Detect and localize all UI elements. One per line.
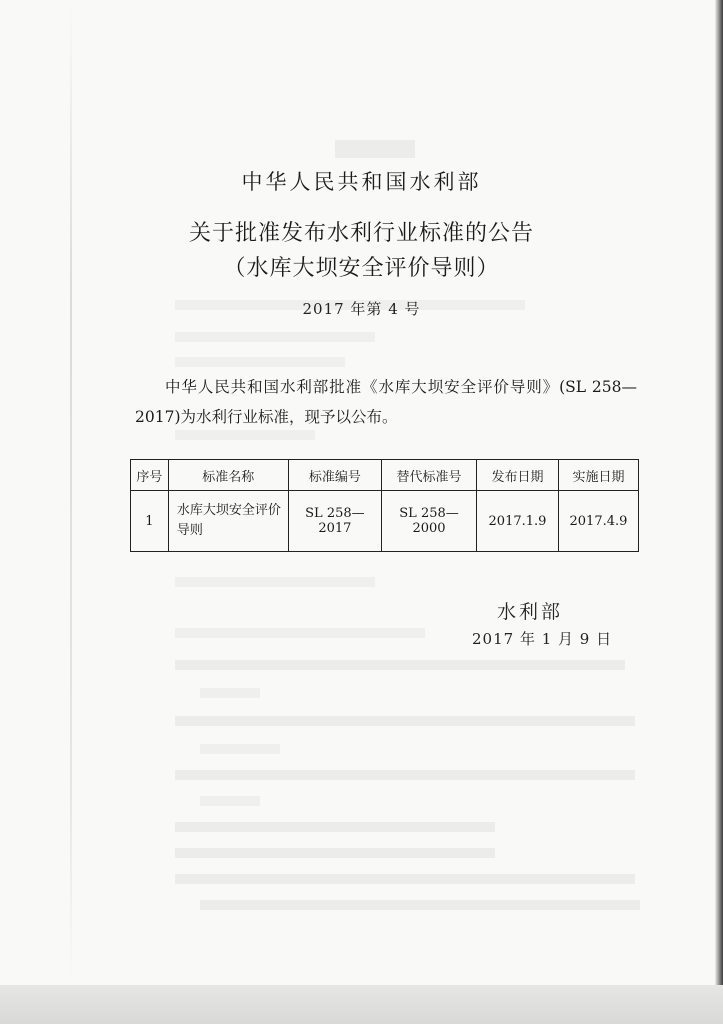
header-issue-date: 发布日期: [477, 460, 559, 491]
cell-replaces: SL 258—2000: [382, 491, 477, 552]
standards-table: [130, 459, 639, 552]
signature-organization: 水利部: [497, 601, 564, 623]
header-effective-date: 实施日期: [558, 460, 638, 491]
table-row: [131, 491, 639, 552]
announcement-title: 关于批准发布水利行业标准的公告: [188, 221, 534, 246]
announcement-body: 中华人民共和国水利部批准《水库大坝安全评价导则》(SL 258—2017)为水利行业标准，现予以公布。: [135, 378, 637, 426]
header-replaces: 替代标准号: [382, 460, 477, 491]
announcement-number: 2017 年第 4 号: [302, 300, 421, 318]
page-left-shadow: [70, 0, 72, 985]
cell-effective-date: 2017.4.9: [558, 491, 638, 552]
scanner-bottom-band: [0, 985, 723, 1024]
table-header-row: [131, 460, 639, 491]
issuer-heading: 中华人民共和国水利部: [241, 170, 482, 194]
page-right-shadow: [715, 0, 723, 1024]
header-index: 序号: [131, 460, 169, 491]
header-name: 标准名称: [168, 460, 288, 491]
cell-name: 水库大坝安全评价导则: [168, 491, 288, 552]
header-code: 标准编号: [288, 460, 381, 491]
cell-code: SL 258—2017: [288, 491, 381, 552]
cell-issue-date: 2017.1.9: [477, 491, 559, 552]
signature-date: 2017 年 1 月 9 日: [472, 630, 613, 648]
announcement-subtitle: （水库大坝安全评价导则）: [223, 256, 500, 281]
cell-index: 1: [131, 491, 169, 552]
